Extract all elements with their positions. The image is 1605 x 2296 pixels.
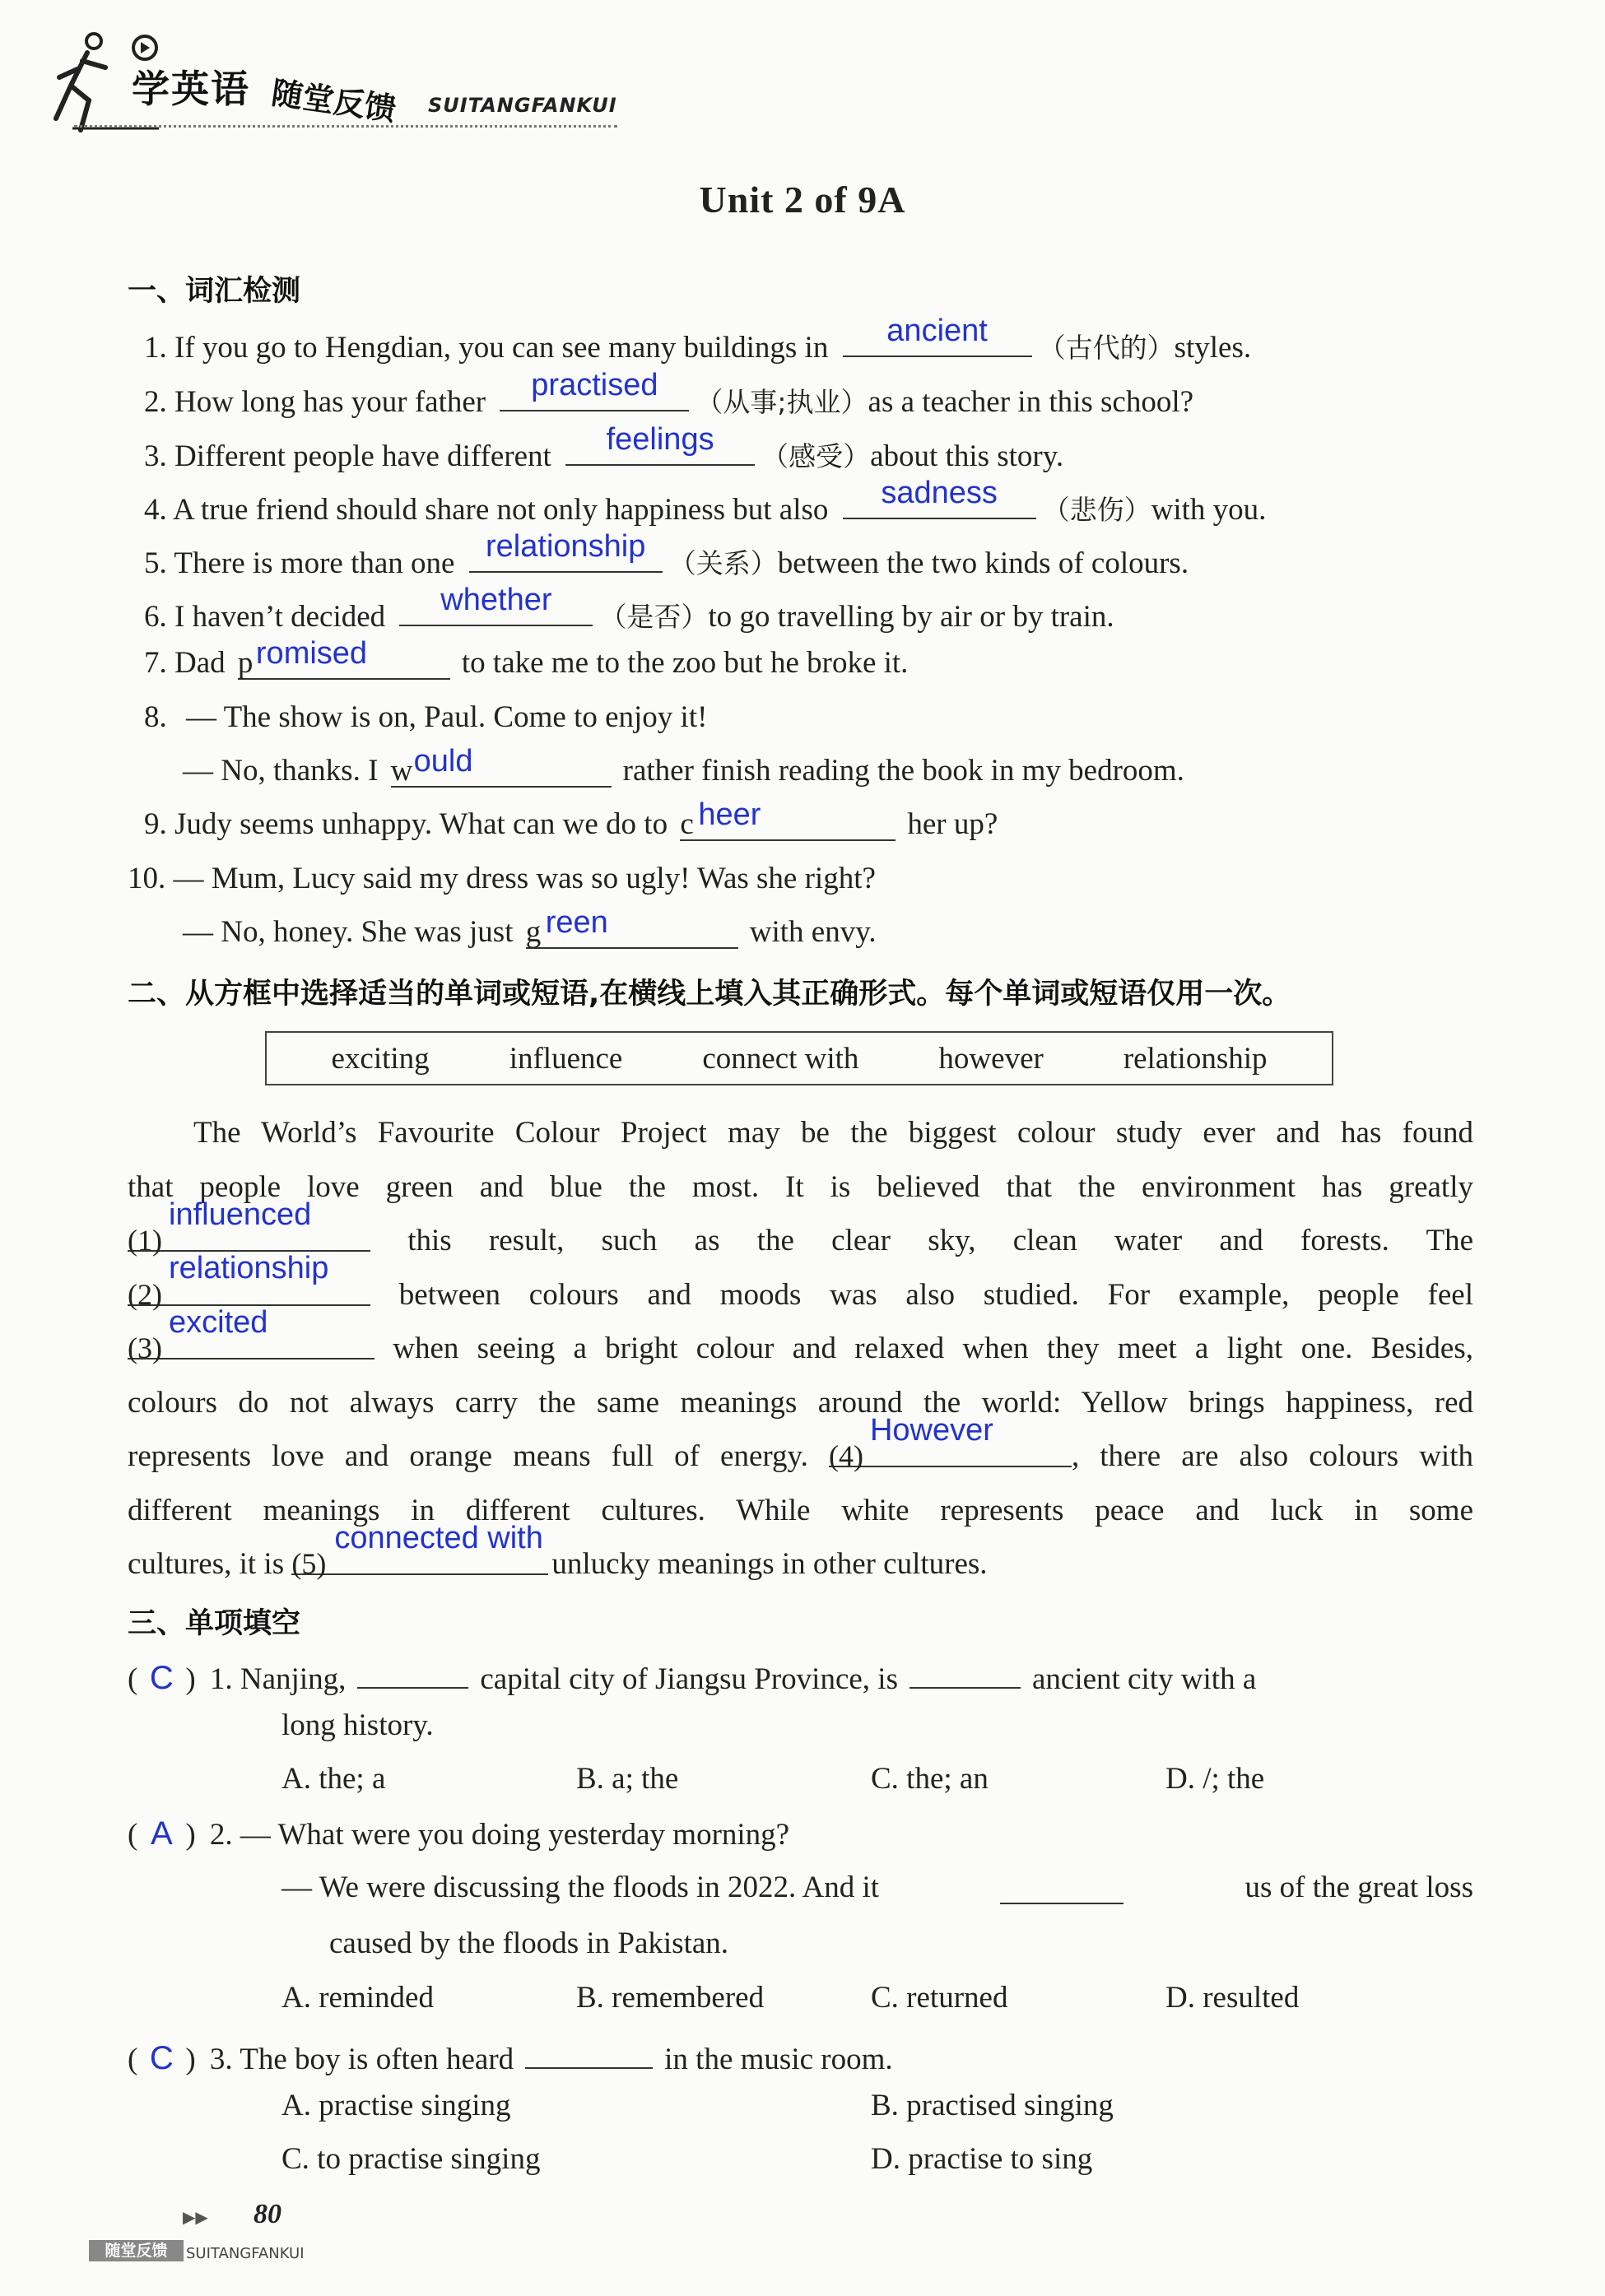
vocab-item-1: 1. If you go to Hengdian, you can see many buildings in ancient （古代的）styles. xyxy=(144,314,1252,365)
stem-blank xyxy=(1000,1870,1124,1904)
mc-question-2-cont: caused by the floods in Pakistan. xyxy=(329,1927,729,1960)
option[interactable]: B. practised singing xyxy=(871,2089,1114,2122)
answer-blank[interactable]: p romised xyxy=(238,645,450,680)
word-option: influence xyxy=(509,1041,623,1076)
option[interactable]: A. reminded xyxy=(281,1981,434,2015)
vocab-item-8-reply: — No, thanks. I w ould rather finish reading the book in my bedroom. xyxy=(183,744,1184,788)
option[interactable]: A. practise singing xyxy=(281,2089,511,2122)
option[interactable]: D. /; the xyxy=(1165,1762,1265,1796)
stem-blank xyxy=(525,2034,653,2069)
option[interactable]: D. practise to sing xyxy=(871,2142,1093,2176)
footer-label-cn: 随堂反馈 xyxy=(89,2240,184,2261)
vocab-item-2: 2. How long has your father practised （从事;执业）as a teacher in this school? xyxy=(144,368,1194,419)
double-arrow-icon: ▶▶ xyxy=(183,2209,208,2227)
passage-blank-2[interactable]: (2) relationship xyxy=(128,1268,370,1306)
answer-blank[interactable]: ancient xyxy=(843,323,1032,357)
header-dotted-divider xyxy=(74,125,617,128)
option[interactable]: D. resulted xyxy=(1165,1981,1300,2015)
footer-label-en: SUITANGFANKUI xyxy=(186,2245,305,2262)
option[interactable]: B. a; the xyxy=(576,1762,679,1796)
section2-heading: 二、从方框中选择适当的单词或短语,在横线上填入其正确形式。每个单词或短语仅用一次。 xyxy=(128,978,1291,1011)
answer-blank[interactable]: sadness xyxy=(843,485,1036,519)
option[interactable]: B. remembered xyxy=(576,1981,765,2015)
vocab-item-10: 10. — Mum, Lucy said my dress was so ugly! Was she right? xyxy=(128,862,876,895)
answer-blank[interactable]: practised xyxy=(500,377,689,411)
page-number: 80 xyxy=(254,2199,281,2229)
mc-question-1: ( C ) 1. Nanjing, capital city of Jiangsu Province, is ancient city with a xyxy=(128,1654,1473,1698)
word-option: however xyxy=(938,1041,1044,1076)
answer-blank[interactable]: c heer xyxy=(680,806,896,841)
vocab-item-8: 8. — The show is on, Paul. Come to enjoy it! xyxy=(144,700,708,734)
logo-chinese-subtitle: 随堂反馈 xyxy=(269,74,398,128)
section3-heading: 三、单项填空 xyxy=(128,1607,301,1640)
logo-chinese-title: 学英语 xyxy=(132,67,250,111)
answer-blank[interactable]: feelings xyxy=(565,431,755,466)
mc-question-3: ( C ) 3. The boy is often heard in the music room. xyxy=(128,2034,893,2078)
option[interactable]: A. the; a xyxy=(281,1762,386,1796)
vocab-item-5: 5. There is more than one relationship （关系）between the two kinds of colours. xyxy=(144,529,1189,580)
mc-question-1-cont: long history. xyxy=(281,1708,434,1742)
option[interactable]: C. returned xyxy=(871,1981,1008,2015)
answer-blank[interactable]: g reen xyxy=(526,914,738,949)
mc-question-2-dialog: — We were discussing the floods in 2022. And it us of the great loss xyxy=(281,1871,1473,1904)
vocab-item-10-reply: — No, honey. She was just g reen with envy. xyxy=(183,905,877,949)
option[interactable]: C. the; an xyxy=(871,1762,989,1796)
mc-answer[interactable]: A xyxy=(150,1815,173,1852)
word-box xyxy=(265,1031,1333,1085)
logo-english-text: SUITANGFANKUI xyxy=(428,94,617,117)
stem-blank xyxy=(357,1654,468,1689)
page-title: Unit 2 of 9A xyxy=(699,179,906,221)
stem-blank xyxy=(910,1654,1021,1689)
passage-blank-4[interactable]: (4) However xyxy=(829,1429,1072,1467)
vocab-item-9: 9. Judy seems unhappy. What can we do to c heer her up? xyxy=(144,797,998,841)
passage-blank-5[interactable]: (5) connected with xyxy=(291,1537,548,1575)
vocab-item-4: 4. A true friend should share not only happiness but also sadness （悲伤）with you. xyxy=(144,476,1267,527)
section1-heading: 一、词汇检测 xyxy=(128,275,301,308)
mc-answer[interactable]: C xyxy=(149,1660,174,1696)
passage-blank-1[interactable]: (1) influenced xyxy=(128,1214,370,1252)
answer-blank[interactable]: relationship xyxy=(469,538,663,573)
word-option: relationship xyxy=(1123,1041,1268,1076)
option[interactable]: C. to practise singing xyxy=(281,2142,541,2176)
word-option: exciting xyxy=(331,1041,430,1076)
mc-question-2: ( A ) 2. — What were you doing yesterday morning? xyxy=(128,1815,790,1852)
answer-blank[interactable]: w ould xyxy=(391,753,612,788)
answer-blank[interactable]: whether xyxy=(399,592,593,626)
mc-answer[interactable]: C xyxy=(149,2040,174,2076)
word-option: connect with xyxy=(702,1041,859,1076)
cloze-passage: The World’s Favourite Colour Project may be the biggest colour study ever and has found that people love green and blue the most. It is believed that the environment has greatly (1) influenced this result, such as the clear sky, clean water and forests. The (2) relationship between colours and moods was also studied. For example, people feel (3) excited when seeing a bright colour and relaxed when they meet a light one. Besides, colours do not always carry the same meanings around the world: Yellow brings happiness, red represents love and orange means full of energy. (4) However , there are also colours with different meanings in different cultures. While white represents peace and luck in some cultures, it is (5) connected with unlucky meanings in other cultures. xyxy=(128,1116,1473,1581)
vocab-item-6: 6. I haven’t decided whether （是否）to go travelling by air or by train. xyxy=(144,583,1114,634)
vocab-item-3: 3. Different people have different feelings （感受）about this story. xyxy=(144,422,1064,473)
passage-blank-3[interactable]: (3) excited xyxy=(128,1322,374,1359)
vocab-item-7: 7. Dad p romised to take me to the zoo but he broke it. xyxy=(144,636,909,680)
